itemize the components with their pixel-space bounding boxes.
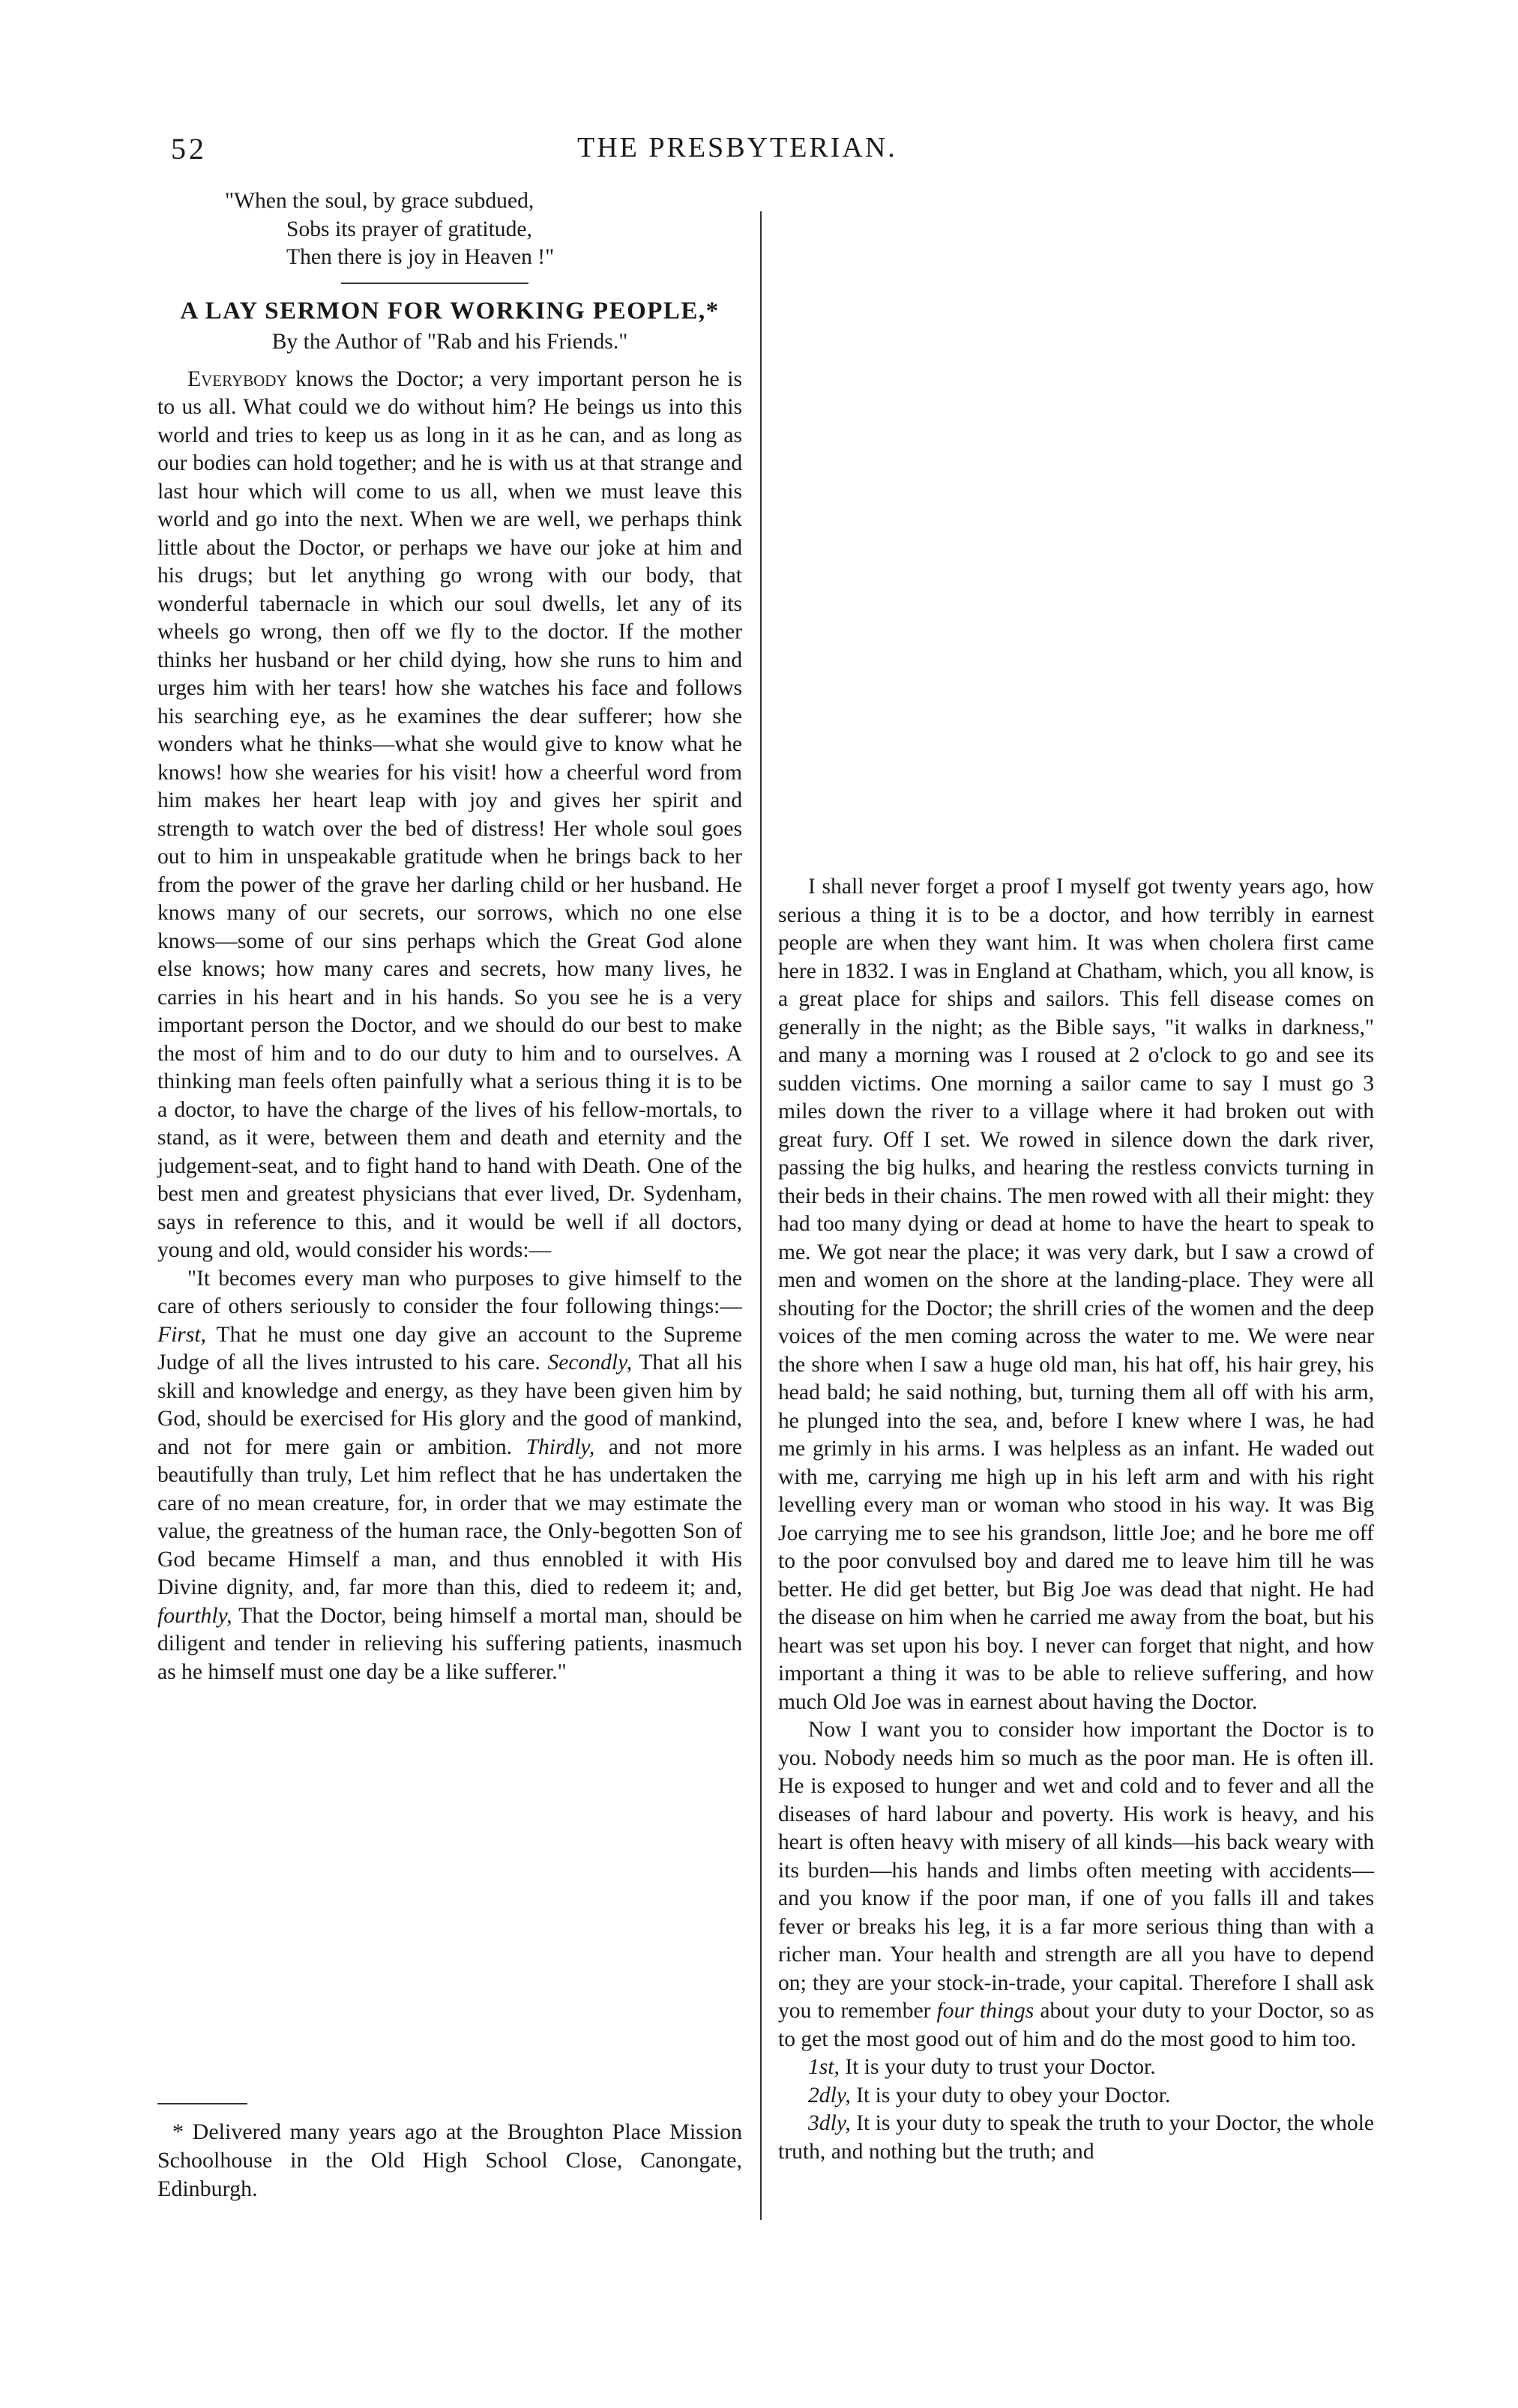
duty-number: 1st,	[808, 2055, 840, 2079]
page-header	[157, 131, 1357, 184]
duty-number: 3dly,	[808, 2111, 851, 2135]
duty-text: It is your duty to speak the truth to your Doctor, the whole truth, and nothing but the truth; and	[778, 2111, 1374, 2164]
text-emphasis: four things	[936, 1999, 1034, 2023]
quotation-paragraph	[157, 1265, 742, 1687]
duty-number: 2dly,	[808, 2083, 851, 2107]
poem-line: Sobs its prayer of gratitude,	[286, 217, 532, 241]
section-divider	[341, 283, 528, 284]
quote-text: and not more beautifully than truly, Let him reflect that he has undertaken the care of no mean creature, for, in order that we may estimate the value, the greatness of the human race, the Only-begotten Son of God became Himself a man, and thus ennobled it with His Divine dignity, and, far more than this, died to redeem it; and,	[157, 1434, 743, 1599]
duty-item	[778, 2054, 1374, 2082]
article-title: A LAY SERMON FOR WORKING PEOPLE,*	[180, 297, 720, 325]
paragraph-importance	[778, 1716, 1374, 2054]
poem-line: Then there is joy in Heaven !"	[286, 245, 555, 269]
duty-item	[778, 2082, 1374, 2110]
running-title: THE PRESBYTERIAN.	[577, 132, 897, 163]
duty-text: It is your duty to trust your Doctor.	[839, 2055, 1156, 2079]
quote-text: That he must one day give an account to the Supreme Judge of all the lives intrusted to his care.	[157, 1322, 742, 1375]
quote-text: That all his skill and knowledge and energy, as they have been given him by God, should be exercised for His glory and the good of mankind, and not for mere gain or ambition.	[157, 1351, 742, 1459]
duty-text: It is your duty to obey your Doctor.	[850, 2083, 1171, 2107]
quote-text: That the Doctor, being himself a mortal man, should be diligent and tender in relieving his suffering patients, inasmuch as he himself must one day be a like sufferer."	[157, 1603, 742, 1684]
poem-line: "When the soul, by grace subdued,	[225, 189, 534, 213]
paragraph-text: knows the Doctor; a very important person he is to us all. What could we do without him? He beings us into this world and tries to keep us as long in it as he can, and as long as our bodies can hold together; and he is with us at that strange and last hour which will come to us all, when we must leave this world and go into the next. When we are well, we perhaps think little about the Doctor, or perhaps we have our joke at him and his drugs; but let anything go wrong with our body, that wonderful tabernacle in which our soul dwells, let any of its wheels go wrong, then off we fly to the doctor. If the mother thinks her husband or her child dying, how she runs to him and urges him with her tears! how she watches his face and follows his searching eye, as he examines the dear sufferer; how she wonders what he thinks—what she would give to know what he knows! how she wearies for his visit! how a cheerful word from him makes her heart leap with joy and gives her spirit and strength to watch over the bed of distress! Her whole soul goes out to him in unspeakable gratitude when he brings back to her from the power of the grave her darling child or her husband. He knows many of our secrets, our sorrows, which no one else knows—some of our sins perhaps which the Great God alone else knows; how many cares and secrets, how many lives, he carries in his heart and in his hands. So you see he is a very important person the Doctor, and we should do our best to make the most of him and to do our duty to him and to ourselves. A thinking man feels often painfully what a serious thing it is to be a doctor, to have the charge of the lives of his fellow-mortals, to stand, as it were, between them and death and eternity and the judgement-seat, and to fight hand to hand with Death. One of the best men and greatest physicians that ever lived, Dr. Sydenham, says in reference to this, and it would be well if all doctors, young and old, would consider his words:—	[157, 366, 742, 1262]
column-rule	[760, 211, 762, 2220]
quote-emphasis: First,	[157, 1322, 206, 1347]
right-column	[778, 873, 1374, 2166]
footnote-rule	[157, 2103, 247, 2104]
lead-word: Everybody	[187, 366, 288, 391]
footnote-block	[157, 2091, 742, 2203]
footnote: * Delivered many years ago at the Broughton Place Mission Schoolhouse in the Old High School Close, Canongate, Edinburgh.	[157, 2119, 742, 2201]
paragraph-text: Now I want you to consider how important the Doctor is to you. Nobody needs him so much as the poor man. He is often ill. He is exposed to hunger and wet and cold and to fever and all the diseases of hard labour and poverty. His work is heavy, and his heart is often heavy with misery of all kinds—his back weary with its burden—his hands and limbs often meeting with accidents—and you know if the poor man, if one of you falls ill and takes fever or breaks his leg, it is a far more serious thing than with a richer man. Your health and strength are all you have to depend on; they are your stock-in-trade, your capital. Therefore I shall ask you to remember	[778, 1718, 1374, 2023]
quote-emphasis: fourthly,	[157, 1603, 232, 1628]
poem-stanza	[225, 187, 742, 272]
article-byline: By the Author of "Rab and his Friends."	[271, 330, 628, 354]
quote-emphasis: Thirdly,	[525, 1434, 595, 1459]
page-number: 52	[171, 132, 207, 166]
quote-emphasis: Secondly,	[547, 1351, 633, 1375]
paragraph-opening	[157, 366, 742, 1265]
duties-list	[778, 2054, 1374, 2166]
paragraph-cholera: I shall never forget a proof I myself got twenty years ago, how serious a thing it is to be a doctor, and how terribly in earnest people are when they want him. It was when cholera first came here in 1832. I was in England at Chatham, which, you all know, is a great place for ships and sailors. This fell disease comes on generally in the night; as the Bible says, "it walks in darkness," and many a morning was I roused at 2 o'clock to go and see its sudden victims. One morning a sailor came to say I must go 3 miles down the river to a village where it had broken out with great fury. Off I set. We rowed in silence down the dark river, passing the big hulks, and hearing the restless convicts turning in their beds in their chains. The men rowed with all their might: they had too many dying or dead at home to have the heart to speak to me. We got near the place; it was very dark, but I saw a crowd of men and women on the shore at the landing-place. They were all shouting for the Doctor; the shrill cries of the women and the deep voices of the men coming across the water to me. We were near the shore when I saw a huge old man, his hat off, his hair grey, his head bald; he said nothing, but, turning them all off with his arm, he plunged into the sea, and, before I knew where I was, he had me grimly in his arms. I was helpless as an infant. He waded out with me, carrying me high up in his left arm and with his right levelling every man or woman who stood in his way. It was Big Joe carrying me to see his grandson, little Joe; and he bore me off to the poor convulsed boy and dared me to leave him till he was better. He did get better, but Big Joe was dead that night. He had the disease on him when he carried me away from the boat, but his heart was set upon his boy. I never can forget that night, and how important a thing it was to be able to relieve suffering, and how much Old Joe was in earnest about having the Doctor.	[778, 875, 1374, 1714]
left-column	[157, 187, 742, 1686]
duty-item	[778, 2110, 1374, 2166]
paragraph-text: about your duty to your Doctor, so as to get the most good out of him and do the most good to him too.	[778, 1999, 1374, 2051]
quote-text: "It becomes every man who purposes to give himself to the care of others seriously to consider the four following things:—	[157, 1266, 742, 1318]
